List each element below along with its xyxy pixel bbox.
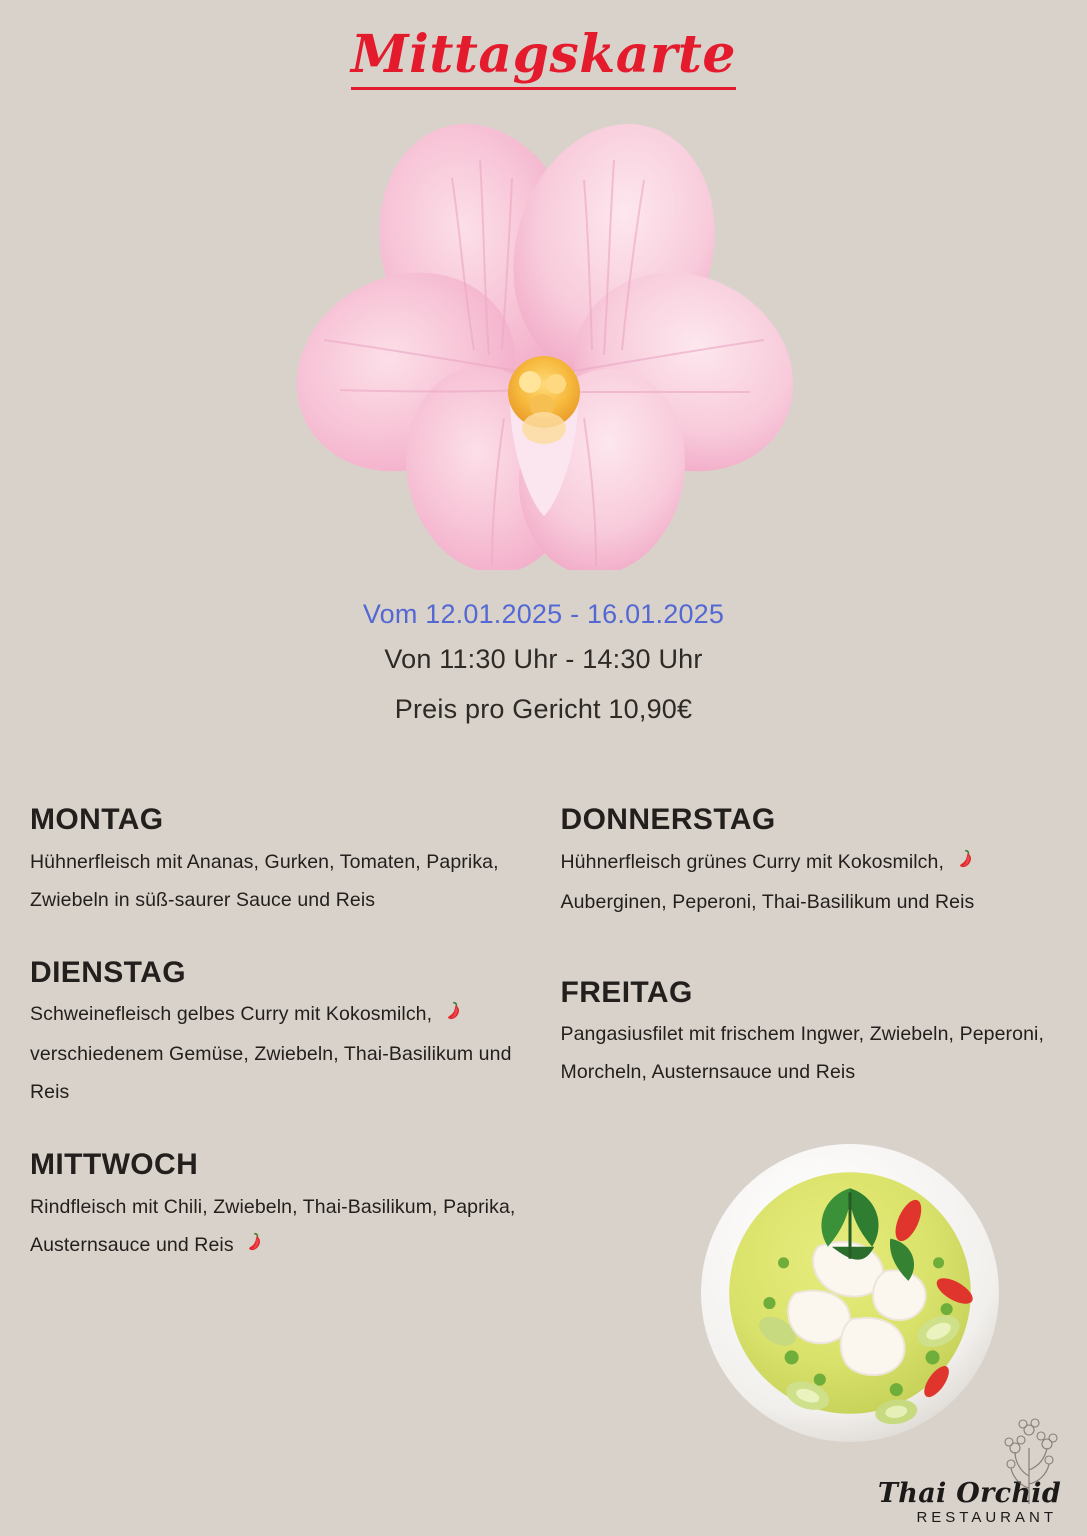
dish-text: Pangasiusfilet mit frischem Ingwer, Zwiebeln, Peperoni, Morcheln, Austernsauce und Reis [560, 1023, 1044, 1084]
chili-icon [243, 1228, 265, 1266]
day-label: MONTAG [30, 803, 164, 836]
orchid-plant-icon [999, 1414, 1061, 1506]
page-title [0, 0, 1087, 90]
menu-day-wednesday [30, 1145, 527, 1266]
menu-day-thursday [561, 800, 1058, 921]
date-range: Vom 12.01.2025 - 16.01.2025 [362, 599, 725, 630]
page-title-text: Mittagskarte [351, 26, 736, 90]
dish-text: Schweinefleisch gelbes Curry mit Kokosmilch, [30, 1003, 433, 1026]
dish-description [30, 843, 527, 919]
menu-day-monday [30, 800, 527, 919]
dish-description [561, 843, 1058, 921]
day-label: DONNERSTAG [560, 803, 776, 836]
restaurant-logo [761, 1480, 1061, 1526]
dish-text-2: Auberginen, Peperoni, Thai-Basilikum und Reis [560, 890, 975, 913]
chili-icon [442, 997, 464, 1035]
pink-orchid-illustration [284, 100, 804, 570]
menu-day-friday [561, 973, 1058, 1092]
menu-column-left [30, 800, 527, 1300]
dish-description [30, 1188, 527, 1266]
menu-info-block [0, 594, 1087, 734]
hero-image [0, 100, 1087, 580]
dish-text-2: verschiedenem Gemüse, Zwiebeln, Thai-Basilikum und Reis [30, 1043, 512, 1104]
serving-hours: Von 11:30 Uhr - 14:30 Uhr [384, 643, 703, 674]
dish-text: Hühnerfleisch grünes Curry mit Kokosmilch, [560, 850, 944, 873]
dish-text: Hühnerfleisch mit Ananas, Gurken, Tomaten, Paprika, Zwiebeln in süß-saurer Sauce und Reis [30, 850, 499, 911]
logo-name: Thai Orchid [877, 1478, 1061, 1509]
dish-text: Rindfleisch mit Chili, Zwiebeln, Thai-Basilikum, Paprika, Austernsauce und Reis [30, 1195, 516, 1256]
menu-day-tuesday [30, 953, 527, 1112]
day-label: MITTWOCH [30, 1148, 199, 1182]
dish-description [561, 1015, 1058, 1091]
dish-description [30, 995, 527, 1111]
day-label: DIENSTAG [30, 955, 186, 989]
logo-subtitle: RESTAURANT [916, 1509, 1057, 1526]
chili-icon [954, 845, 976, 883]
green-curry-bowl-photo [699, 1142, 1001, 1444]
price-per-dish: Preis pro Gericht 10,90€ [394, 693, 693, 724]
day-label: FREITAG [560, 975, 693, 1009]
